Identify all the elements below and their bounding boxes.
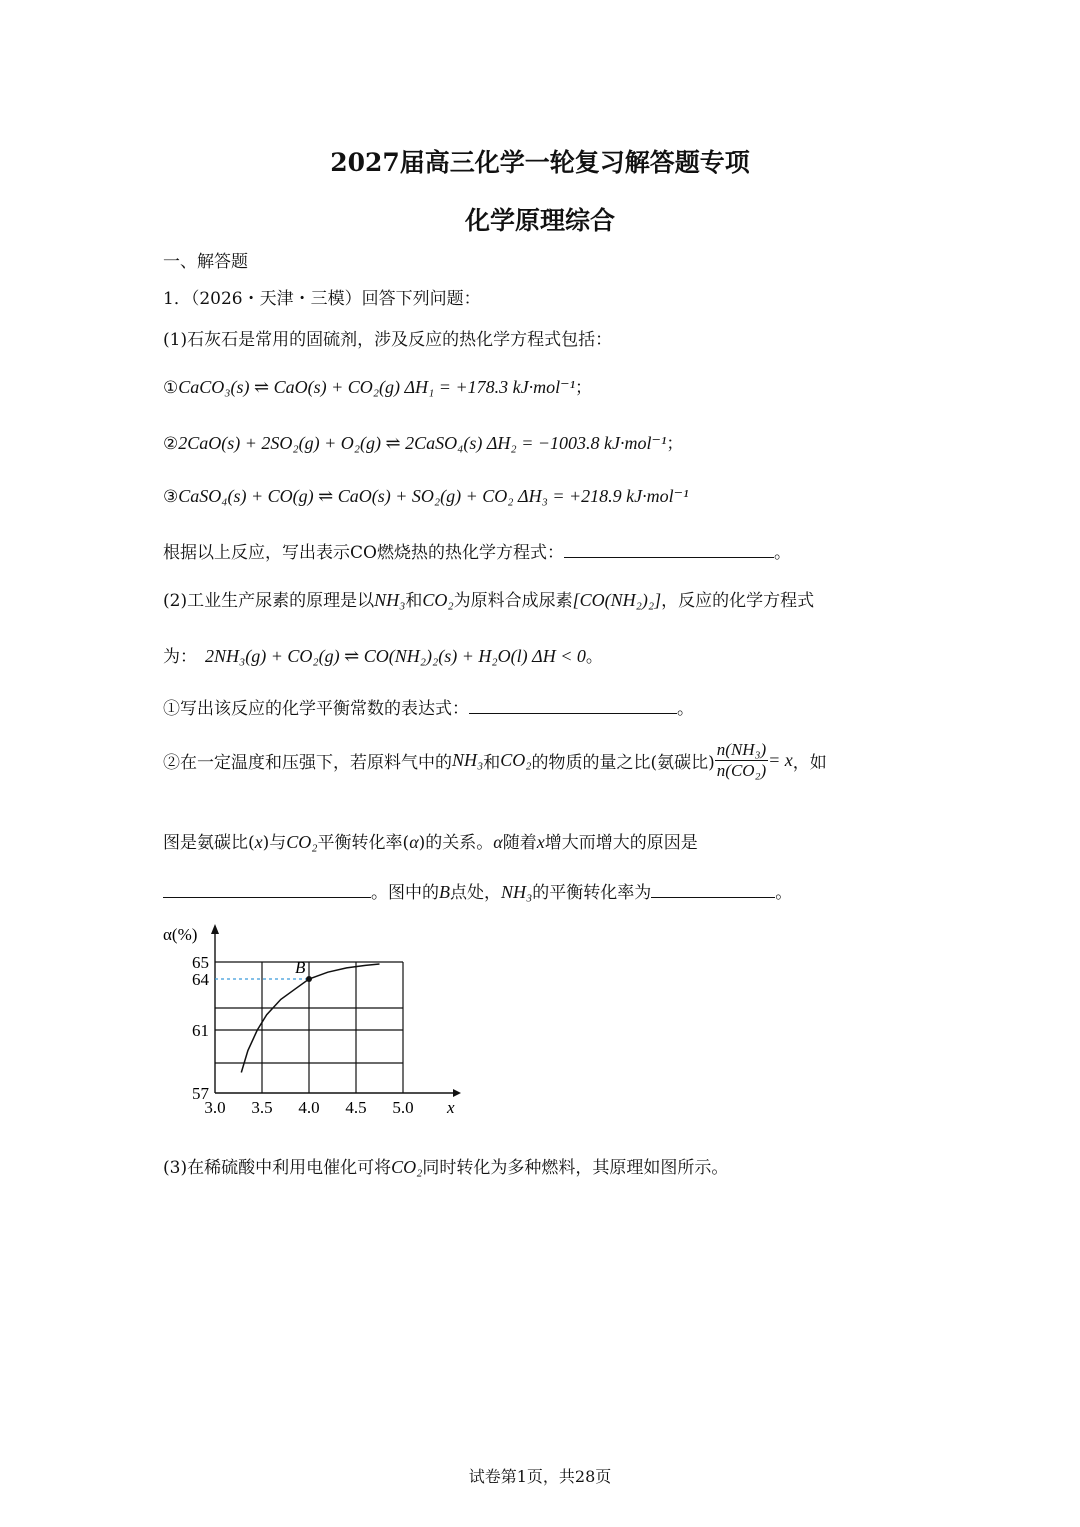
x-axis-arrow <box>453 1089 461 1097</box>
part2-sub2 <box>163 740 827 781</box>
urea-formula: [CO(NH₂)₂] <box>572 590 662 610</box>
part2-sub2-c: ，如 <box>792 753 827 773</box>
part2-eq-end: 。 <box>585 647 603 667</box>
part1-text: (1)石灰石是常用的固硫剂，涉及反应的热化学方程式包括： <box>163 330 613 350</box>
part2-text-a: (2)工业生产尿素的原理是以 <box>163 591 375 611</box>
equation-3-number: ③ <box>163 487 179 507</box>
p2-4-end: 。 <box>775 883 793 903</box>
answer-blank-3[interactable] <box>163 881 371 898</box>
alpha-symbol-2: α <box>493 832 503 852</box>
part2-equation <box>163 642 603 667</box>
nh3-formula-3: NH₃ <box>501 882 533 902</box>
p2-3-e: 随着 <box>502 833 537 853</box>
part2-sub3 <box>163 828 698 853</box>
equation-1-body: CaCO₃(s) ⇌ CaO(s) + CO₂(g) ΔH₁ = +178.3 kJ·mol⁻¹ <box>178 377 575 397</box>
x-axis-label: x <box>447 1098 455 1117</box>
fraction-denominator: n(CO₂) <box>716 761 767 780</box>
equation-2 <box>163 429 683 454</box>
part2-text <box>163 586 814 611</box>
y-tick-label: 61 <box>192 1021 209 1040</box>
x-tick-label: 4.5 <box>345 1098 367 1117</box>
y-tick-label: 65 <box>192 953 209 972</box>
x-tick-label: 3.5 <box>251 1098 273 1117</box>
equation-2-number: ② <box>163 434 179 454</box>
y-axis-label: α(%) <box>163 925 198 944</box>
page-footer: 试卷第1页，共28页 <box>468 1467 612 1486</box>
p2-3-b: )与 <box>262 833 287 853</box>
p2-4-a: 。图中的 <box>371 883 439 903</box>
page-title: 2027届高三化学一轮复习解答题专项 <box>330 148 750 177</box>
p2-4-d: 的平衡转化率为 <box>532 883 652 903</box>
x-tick-label: 4.0 <box>298 1098 320 1117</box>
equation-1-number: ① <box>163 378 179 398</box>
urea-equation: 2NH₃(g) + CO₂(g) ⇌ CO(NH₂)₂(s) + H₂O(l) ΔH < 0 <box>205 646 586 666</box>
p2-4-c: 点处， <box>450 883 501 903</box>
equation-3-body: CaSO₄(s) + CO(g) ⇌ CaO(s) + SO₂(g) + CO₂ ΔH₃ = +218.9 kJ·mol⁻¹ <box>178 486 689 506</box>
part2-sub1 <box>163 694 694 719</box>
section-heading: 一、解答题 <box>163 252 248 272</box>
p2-3-a: 图是氨碳比( <box>163 833 255 853</box>
question-intro: 1．（2026・天津・三模）回答下列问题： <box>163 289 481 309</box>
p3-a: (3)在稀硫酸中利用电催化可将 <box>163 1158 392 1178</box>
part2-text-c: ，反应的化学方程式 <box>661 591 815 611</box>
part1-ask-end: 。 <box>773 543 791 563</box>
page-subtitle: 化学原理综合 <box>464 206 615 235</box>
co2-formula-3: CO₂ <box>286 832 318 852</box>
part1-ask <box>163 538 791 563</box>
part2-and: 和 <box>405 591 423 611</box>
co2-formula: CO₂ <box>422 590 454 610</box>
chart-series <box>215 958 380 1073</box>
part1-ask-text: 根据以上反应，写出表示CO燃烧热的热化学方程式： <box>163 543 564 563</box>
fraction-numerator: n(NH₃) <box>716 740 767 759</box>
part2-sub2-and: 和 <box>483 753 501 773</box>
part2-for: 为： <box>163 647 197 667</box>
answer-blank-1[interactable] <box>564 541 774 558</box>
equation-3 <box>163 486 689 507</box>
nh3-formula: NH₃ <box>374 590 406 610</box>
p2-3-f: 增大而增大的原因是 <box>544 833 698 853</box>
p2-3-c: 平衡转化率( <box>317 833 410 853</box>
part2-text-b: 为原料合成尿素 <box>453 591 573 611</box>
point-b-symbol: B <box>439 882 450 902</box>
p3-b: 同时转化为多种燃料，其原理如图所示。 <box>422 1158 729 1178</box>
part2-sub2-b: 的物质的量之比(氨碳比) <box>531 753 715 773</box>
point-b-marker <box>306 976 312 982</box>
nh3-formula-2: NH₃ <box>452 750 484 770</box>
co2-formula-2: CO₂ <box>500 750 532 770</box>
ammonia-carbon-ratio-fraction <box>715 740 768 781</box>
equation-1-end: ； <box>574 378 592 398</box>
point-b-label: B <box>295 958 306 977</box>
part2-sub1-text: ①写出该反应的化学平衡常数的表达式： <box>163 699 469 719</box>
x-tick-label: 5.0 <box>392 1098 414 1117</box>
alpha-symbol: α <box>409 832 419 852</box>
equation-2-end: ； <box>666 434 684 454</box>
part2-sub2-a: ②在一定温度和压强下，若原料气中的 <box>163 753 452 773</box>
co2-formula-4: CO₂ <box>391 1157 423 1177</box>
answer-blank-2[interactable] <box>469 697 677 714</box>
x-symbol: x <box>254 832 263 852</box>
part2-sub1-end: 。 <box>677 699 694 719</box>
part2-sub4 <box>163 878 792 903</box>
fraction-equals-x: = x <box>768 750 793 770</box>
chart-axes <box>211 924 461 1097</box>
conversion-chart <box>155 918 475 1128</box>
p2-3-d: )的关系。 <box>418 833 494 853</box>
y-tick-label: 64 <box>192 970 209 989</box>
x-tick-label: 3.0 <box>204 1098 226 1117</box>
equation-2-body: 2CaO(s) + 2SO₂(g) + O₂(g) ⇌ 2CaSO₄(s) ΔH₂ = −1003.8 kJ·mol⁻¹ <box>178 433 667 453</box>
answer-blank-4[interactable] <box>651 881 775 898</box>
x-symbol-2: x <box>536 832 545 852</box>
part3-text <box>163 1153 728 1178</box>
y-tick-label: 57 <box>192 1084 209 1103</box>
equation-1 <box>163 373 592 398</box>
y-axis-arrow <box>211 924 219 934</box>
